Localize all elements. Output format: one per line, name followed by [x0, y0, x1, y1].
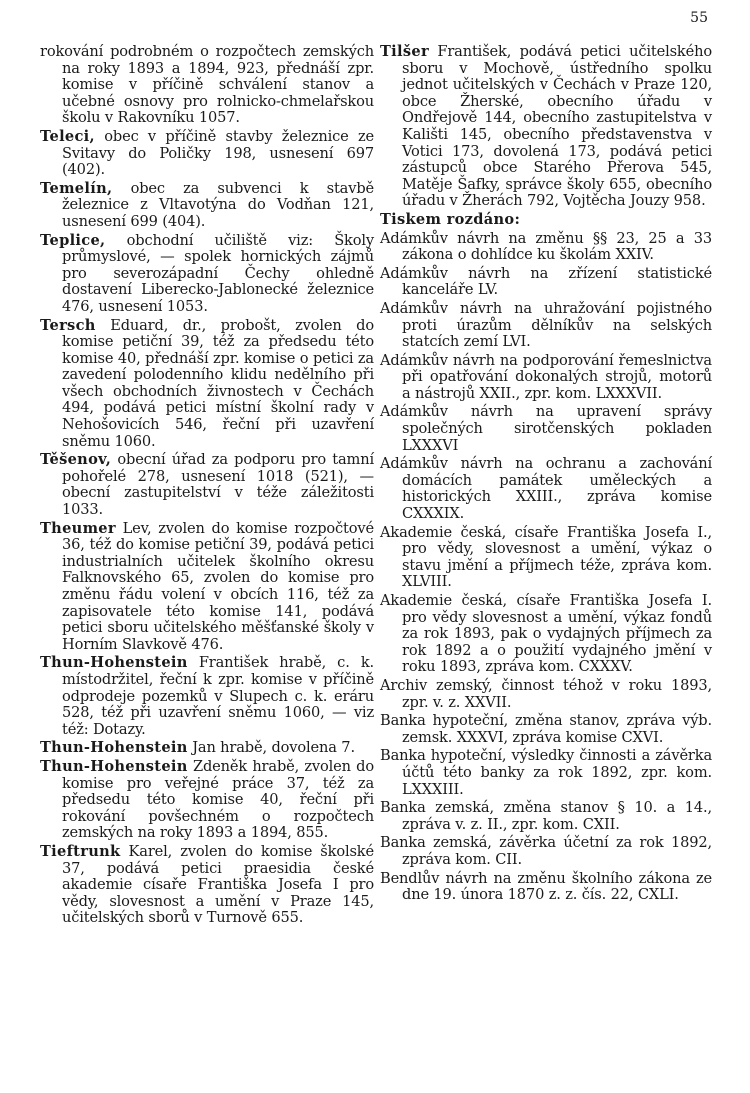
print-entry: Adámkův návrh na uhražování pojistného proti úrazům dělníkův na selských statcích zemí LVI. — [380, 299, 712, 351]
print-entry: Banka zemská, závěrka účetní za rok 1892, zpráva kom. CII. — [380, 834, 712, 868]
print-entry: Banka zemská, změna stanov § 10. a 14., zpráva v. z. II., zpr. kom. CXII. — [380, 799, 712, 833]
index-entry: Teleci, obec v příčině stavby železnice ze Svitavy do Poličky 198, usnesení 697 (402). — [40, 127, 374, 179]
print-entry: Akademie česká, císaře Františka Josefa I. pro vědy slovesnost a umění, výkaz fondů za rok 1893, pak o vydajných příjmech za rok 1892 a o použití vydajného jmění v roku 1893, zpráva kom. CXXXV. — [380, 592, 712, 676]
section-heading: Tiskem rozdáno: — [380, 210, 521, 228]
index-entry: Thun-Hohenstein František hrabě, c. k. místodržitel, řeční k zpr. komise v příčině odprodeje pozemků v Slupech c. k. eráru 528, též při uzavření sněmu 1060, — viz též: Dotazy. — [40, 654, 374, 738]
index-entry: Theumer Lev, zvolen do komise rozpočtové 36, též do komise petiční 39, podává petici industrialních učitelek školního okresu Falknovského 65, zvolen do komise pro změnu řádu volení v obcích 116, též za zapisovatele této komise 141, podává petici sboru učitelského měšťanské školy v Horním Slavkově 476. — [40, 519, 374, 653]
index-entry: Tersch Eduard, dr., probošt, zvolen do komise petiční 39, též za předsedu této komise 40, přednáší zpr. komise o petici za zavedení polodenního klidu nedělního při všech obchodních živnostech v Čechách 494, podává petici místní školní rady v Nehošovicích 546, řeční při uzavření sněmu 1060. — [40, 316, 374, 450]
left-column — [40, 44, 374, 929]
index-entry: Těšenov, obecní úřad za podporu pro tamní pohořelé 278, usnesení 1018 (521), — obecní zastupitelství v téže záležitosti 1033. — [40, 451, 374, 519]
print-entry: Banka hypoteční, výsledky činnosti a závěrka účtů této banky za rok 1892, zpr. kom. LXXXIII. — [380, 747, 712, 798]
print-entry: Adámkův návrh na upravení správy společných sirotčenských pokladen LXXXVI — [380, 403, 712, 454]
print-entry: Archiv zemský, činnost téhož v roku 1893, zpr. v. z. XXVII. — [380, 676, 712, 711]
right-column — [380, 44, 712, 906]
print-entry: Adámkův návrh na podporování řemeslnictva při opatřování dokonalých strojů, motorů a nástrojů XXII., zpr. kom. LXXXVII. — [380, 351, 712, 402]
index-entry: Tieftrunk Karel, zvolen do komise školské 37, podává petici praesidia české akademie císaře Františka Josefa I pro vědy, slovesnost a umění v Praze 145, učitelských sborů v Turnově 655. — [40, 842, 374, 927]
print-entry: Adámkův návrh na zřízení statistické kanceláře LV. — [380, 264, 712, 299]
print-entry: Adámkův návrh na změnu §§ 23, 25 a 33 zákona o dohlídce ku školám XXIV. — [380, 229, 712, 264]
page-number: 55 — [690, 10, 708, 26]
index-entry: Thun-Hohenstein Zdeněk hrabě, zvolen do komise pro veřejné práce 37, též za předsedu této komise 40, řeční při rokování povšechném o rozpočtech zemských na roky 1893 a 1894, 855. — [40, 757, 374, 842]
index-entry: Tilšer František, podává petici učitelského sboru v Mochově, ústředního spolku jednot učitelských v Čechách v Praze 120, obce Žherské, obecního úřadu v Ondřejově 144, obecního zastupitelstva v Kališti 145, obecního představenstva v Votici 173, dovolená 173, podává petici zástupců obce Starého Přerova 545, Matěje Šafky, správce školy 655, obecního úřadu v Žherách 792, Vojtěcha Jouzy 958. — [380, 43, 713, 210]
print-entry: Akademie česká, císaře Františka Josefa I., pro vědy, slovesnost a umění, výkaz o stavu jmění a příjmech téže, zpráva kom. XLVIII. — [380, 523, 712, 591]
index-entry: rokování podrobném o rozpočtech zemských na roky 1893 a 1894, 923, přednáší zpr. komise v příčině schválení stanov a učebné osnovy pro rolnicko-chmelařskou školu v Rakovníku 1057. — [40, 43, 374, 127]
index-entry: Temelín, obec za subvenci k stavbě železnice z Vltavotýna do Vodňan 121, usnesení 699 (404). — [40, 179, 374, 230]
print-entry: Adámkův návrh na ochranu a zachování domácích památek uměleckých a historických XXIII., zpráva komise CXXXIX. — [380, 455, 712, 523]
print-entry: Banka hypoteční, změna stanov, zpráva výb. zemsk. XXXVI, zpráva komise CXVI. — [380, 712, 712, 746]
index-entry: Thun-Hohenstein Jan hrabě, dovolena 7. — [40, 739, 355, 757]
print-entry: Bendlův návrh na změnu školního zákona ze dne 19. února 1870 z. z. čís. 22, CXLI. — [380, 869, 712, 904]
index-entry: Teplice, obchodní učiliště viz: Školy průmyslové, — spolek hornických zájmů pro severozápadní Čechy ohledně dostavení Liberecko-Jablonecké železnice 476, usnesení 1053. — [40, 231, 374, 315]
